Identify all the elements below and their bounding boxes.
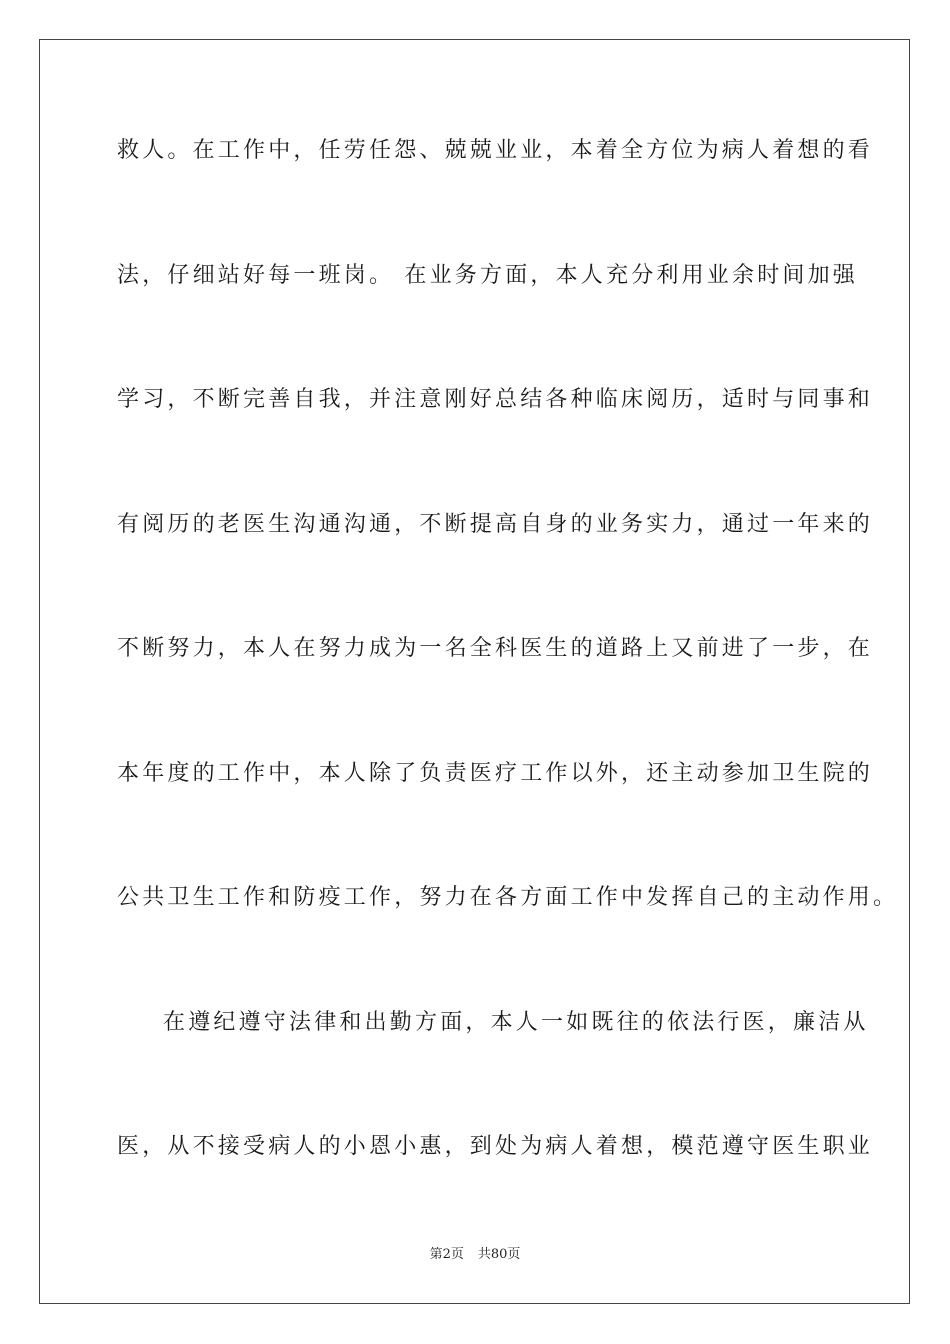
page-footer bbox=[0, 1246, 950, 1264]
body-text-line: 法，仔细站好每一班岗。 在业务方面，本人充分利用业余时间加强 bbox=[117, 263, 858, 288]
body-text-line: 本年度的工作中，本人除了负责医疗工作以外，还主动参加卫生院的 bbox=[117, 761, 874, 786]
page-number: 第2页 bbox=[429, 1247, 464, 1262]
body-text-line: 救人。在工作中，任劳任怨、兢兢业业，本着全方位为病人着想的看 bbox=[117, 138, 874, 163]
body-text-line: 公共卫生工作和防疫工作，努力在各方面工作中发挥自己的主动作用。 bbox=[117, 885, 899, 910]
body-text-line: 有阅历的老医生沟通沟通，不断提高自身的业务实力，通过一年来的 bbox=[117, 512, 874, 537]
page-total: 共80页 bbox=[477, 1247, 521, 1262]
page-border bbox=[39, 39, 910, 1304]
body-text-line: 不断努力，本人在努力成为一名全科医生的道路上又前进了一步，在 bbox=[117, 636, 874, 661]
paragraph-first-line: 在遵纪遵守法律和出勤方面，本人一如既往的依法行医，廉洁从 bbox=[163, 1010, 869, 1035]
body-text-line: 学习，不断完善自我，并注意刚好总结各种临床阅历，适时与同事和 bbox=[117, 387, 874, 412]
body-text-line: 医，从不接受病人的小恩小惠，到处为病人着想，模范遵守医生职业 bbox=[117, 1134, 874, 1159]
